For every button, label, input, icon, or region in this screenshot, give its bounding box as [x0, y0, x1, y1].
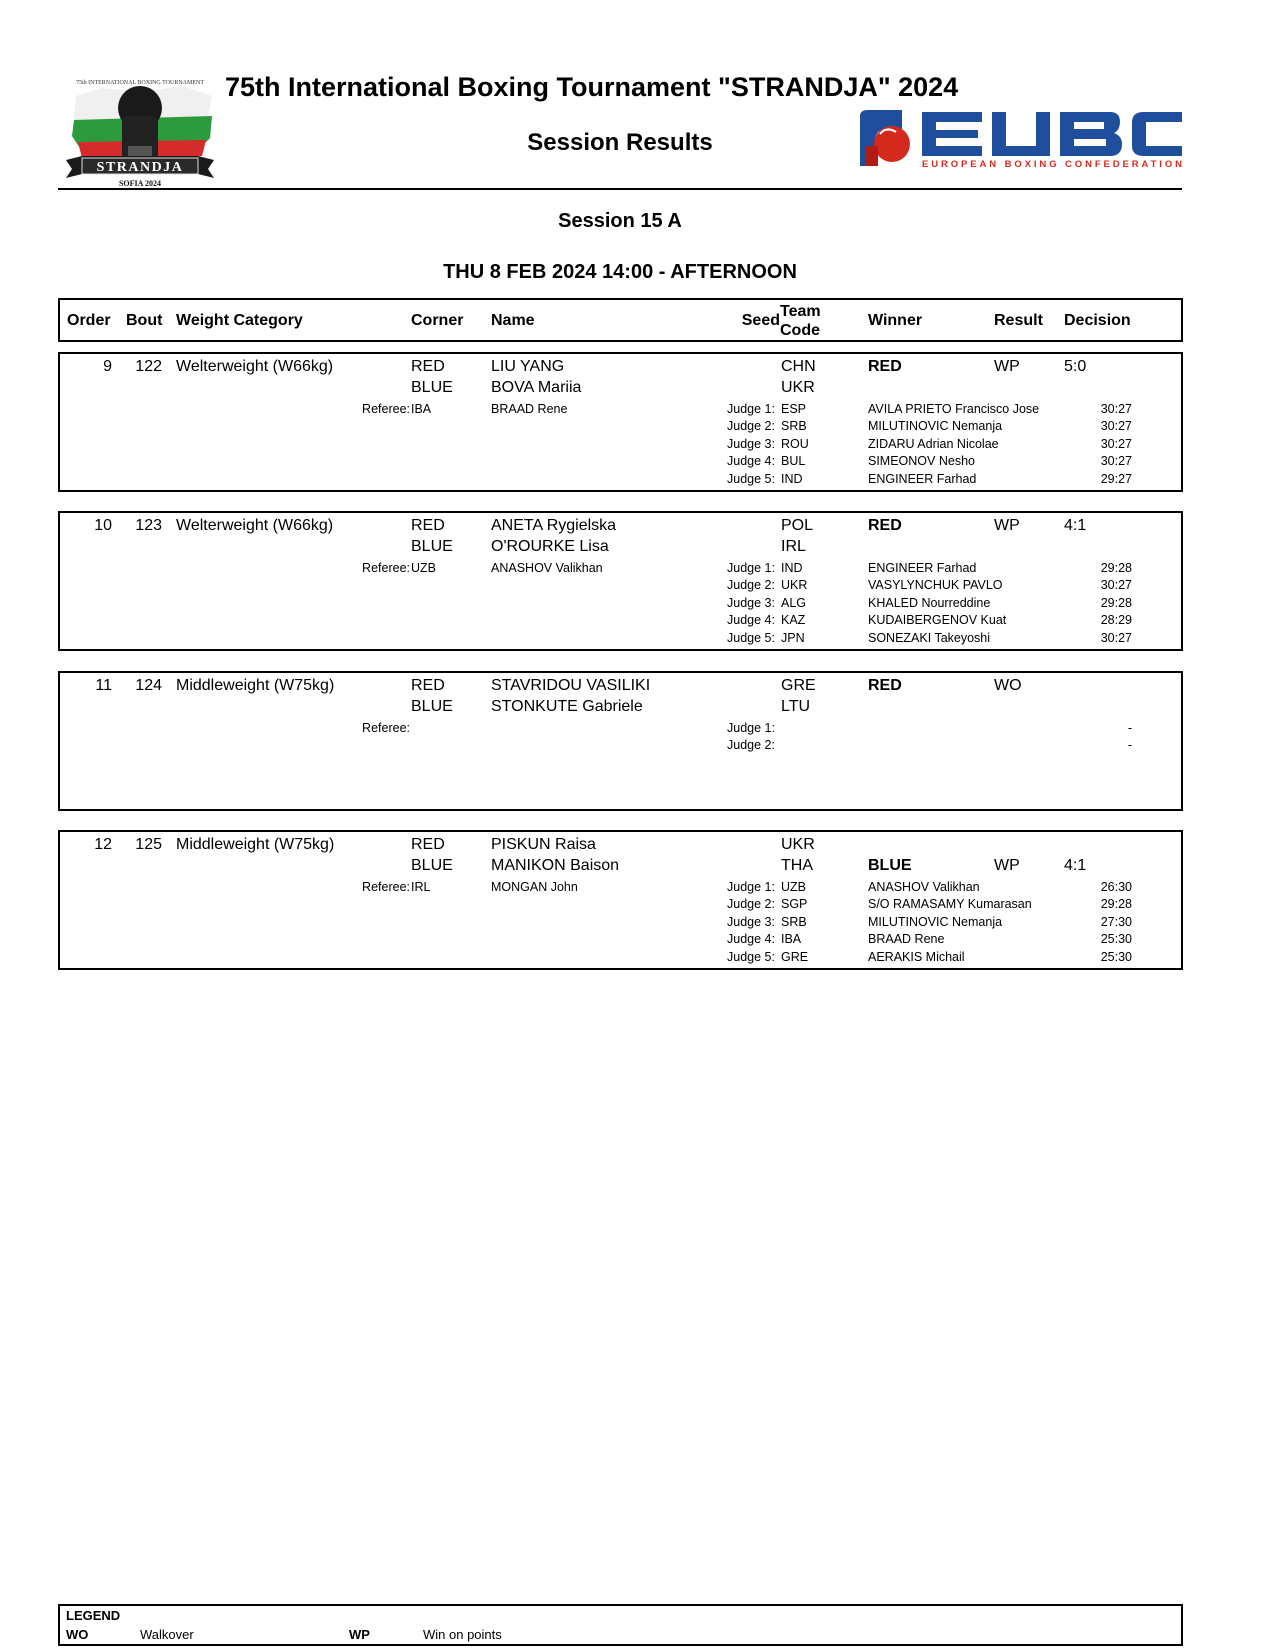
judge-row: Judge 2: UKR VASYLYNCHUK PAVLO 30:27 [727, 578, 1132, 593]
red-boxer-name: ANETA Rygielska [491, 517, 617, 534]
weight-category: Middleweight (W75kg) [176, 677, 335, 694]
column-header-team-code: Team Code [780, 303, 821, 339]
winner: RED [868, 677, 902, 694]
judge-row: Judge 5: JPN SONEZAKI Takeyoshi 30:27 [727, 630, 1132, 645]
blue-corner-label: BLUE [411, 698, 453, 715]
blue-boxer-name: MANIKON Baison [491, 857, 620, 874]
decision: 5:0 [1064, 358, 1087, 375]
document-subtitle: Session Results [527, 129, 713, 156]
referee-country: UZB [411, 561, 436, 575]
session-datetime: THU 8 FEB 2024 14:00 - AFTERNOON [443, 261, 797, 283]
blue-team-code: THA [781, 857, 813, 874]
judge-row: Judge 5: GRE AERAKIS Michail 25:30 [727, 949, 1132, 964]
judge-row: Judge 1: UZB ANASHOV Valikhan 26:30 [727, 880, 1132, 894]
red-boxer-name: STAVRIDOU VASILIKI [491, 677, 651, 694]
decision: 4:1 [1064, 857, 1087, 874]
judge-row: Judge 1: IND ENGINEER Farhad 29:28 [727, 561, 1132, 575]
judge-row: Judge 4: KAZ KUDAIBERGENOV Kuat 28:29 [727, 613, 1132, 628]
referee-name: MONGAN John [491, 880, 578, 894]
session-title: Session 15 A [558, 210, 682, 232]
red-corner-label: RED [411, 836, 445, 853]
blue-team-code: LTU [781, 698, 811, 715]
red-team-code: GRE [781, 677, 816, 694]
column-header-winner: Winner [868, 312, 923, 329]
judge-row: Judge 5: IND ENGINEER Farhad 29:27 [727, 471, 1132, 486]
red-corner-label: RED [411, 358, 445, 375]
referee-label: Referee: [362, 880, 410, 894]
bout-row [58, 671, 1183, 811]
result: WP [994, 358, 1020, 375]
legend-desc-wo: Walkover [140, 1627, 194, 1642]
column-header-result: Result [994, 312, 1043, 329]
result: WP [994, 517, 1020, 534]
svg-text:STRANDJA: STRANDJA [96, 160, 184, 175]
bout-row [58, 352, 1183, 492]
weight-category: Welterweight (W66kg) [176, 358, 334, 375]
column-header-name: Name [491, 312, 535, 329]
blue-team-code: UKR [781, 379, 815, 396]
judge-row: Judge 3: ROU ZIDARU Adrian Nicolae 30:27 [727, 436, 1132, 451]
bout-order: 10 [94, 517, 112, 534]
referee-label: Referee: [362, 561, 410, 575]
red-boxer-name: LIU YANG [491, 358, 565, 375]
blue-team-code: IRL [781, 538, 806, 555]
column-header-corner: Corner [411, 312, 464, 329]
blue-boxer-name: BOVA Mariia [491, 379, 582, 396]
referee-name: BRAAD Rene [491, 402, 568, 416]
column-header-seed: Seed [741, 312, 780, 329]
referee-name: ANASHOV Valikhan [491, 561, 603, 575]
red-corner-label: RED [411, 677, 445, 694]
blue-boxer-name: O'ROURKE Lisa [491, 538, 609, 555]
judge-row: Judge 3: SRB MILUTINOVIC Nemanja 27:30 [727, 914, 1132, 929]
decision: 4:1 [1064, 517, 1087, 534]
blue-boxer-name: STONKUTE Gabriele [491, 698, 643, 715]
judge-row: Judge 1: ESP AVILA PRIETO Francisco Jose 30:27 [727, 402, 1132, 416]
referee-country: IBA [411, 402, 432, 416]
judge-row: Judge 1: - [727, 721, 1132, 735]
bout-row [58, 511, 1183, 651]
result: WP [994, 857, 1020, 874]
bout-row [58, 830, 1183, 970]
svg-text:SOFIA 2024: SOFIA 2024 [118, 179, 162, 188]
result: WO [994, 677, 1022, 694]
bout-number: 124 [135, 677, 162, 694]
header-divider [58, 188, 1182, 190]
judge-row: Judge 4: BUL SIMEONOV Nesho 30:27 [727, 454, 1132, 469]
bout-number: 122 [135, 358, 162, 375]
column-header-order: Order [67, 312, 111, 329]
bout-order: 9 [103, 358, 112, 375]
bout-number: 125 [135, 836, 162, 853]
red-boxer-name: PISKUN Raisa [491, 836, 596, 853]
legend-title: LEGEND [66, 1608, 121, 1623]
blue-corner-label: BLUE [411, 538, 453, 555]
eubc-logo [858, 110, 1183, 170]
weight-category: Middleweight (W75kg) [176, 836, 335, 853]
winner: RED [868, 517, 902, 534]
blue-corner-label: BLUE [411, 857, 453, 874]
judge-row: Judge 4: IBA BRAAD Rene 25:30 [727, 932, 1132, 947]
judge-row: Judge 2: SRB MILUTINOVIC Nemanja 30:27 [727, 419, 1132, 434]
tournament-title: 75th International Boxing Tournament "STRANDJA" 2024 [225, 72, 959, 102]
red-team-code: CHN [781, 358, 816, 375]
legend-code-wp: WP [349, 1627, 370, 1642]
column-header-decision: Decision [1064, 312, 1131, 329]
referee-country: IRL [411, 880, 431, 894]
bout-number: 123 [135, 517, 162, 534]
judge-row: Judge 2: SGP S/O RAMASAMY Kumarasan 29:28 [727, 897, 1132, 912]
bout-order: 11 [95, 677, 112, 694]
red-corner-label: RED [411, 517, 445, 534]
referee-label: Referee: [362, 402, 410, 416]
column-header-weight-category: Weight Category [176, 312, 303, 329]
results-table-header [58, 298, 1183, 342]
legend-desc-wp: Win on points [423, 1627, 502, 1642]
column-header-bout: Bout [126, 312, 163, 329]
weight-category: Welterweight (W66kg) [176, 517, 334, 534]
blue-corner-label: BLUE [411, 379, 453, 396]
judge-row: Judge 3: ALG KHALED Nourreddine 29:28 [727, 595, 1132, 610]
red-team-code: UKR [781, 836, 815, 853]
referee-label: Referee: [362, 721, 410, 735]
winner: BLUE [868, 857, 912, 874]
judge-row: Judge 2: - [727, 738, 1132, 753]
svg-text:75th INTERNATIONAL BOXING TOUR: 75th INTERNATIONAL BOXING TOURNAMENT [75, 80, 205, 86]
legend-code-wo: WO [66, 1627, 89, 1642]
winner: RED [868, 358, 902, 375]
bout-order: 12 [94, 836, 112, 853]
svg-text:EUROPEAN BOXING CONFEDERATION: EUROPEAN BOXING CONFEDERATION [922, 159, 1182, 170]
legend [58, 1604, 1183, 1646]
red-team-code: POL [781, 517, 814, 534]
